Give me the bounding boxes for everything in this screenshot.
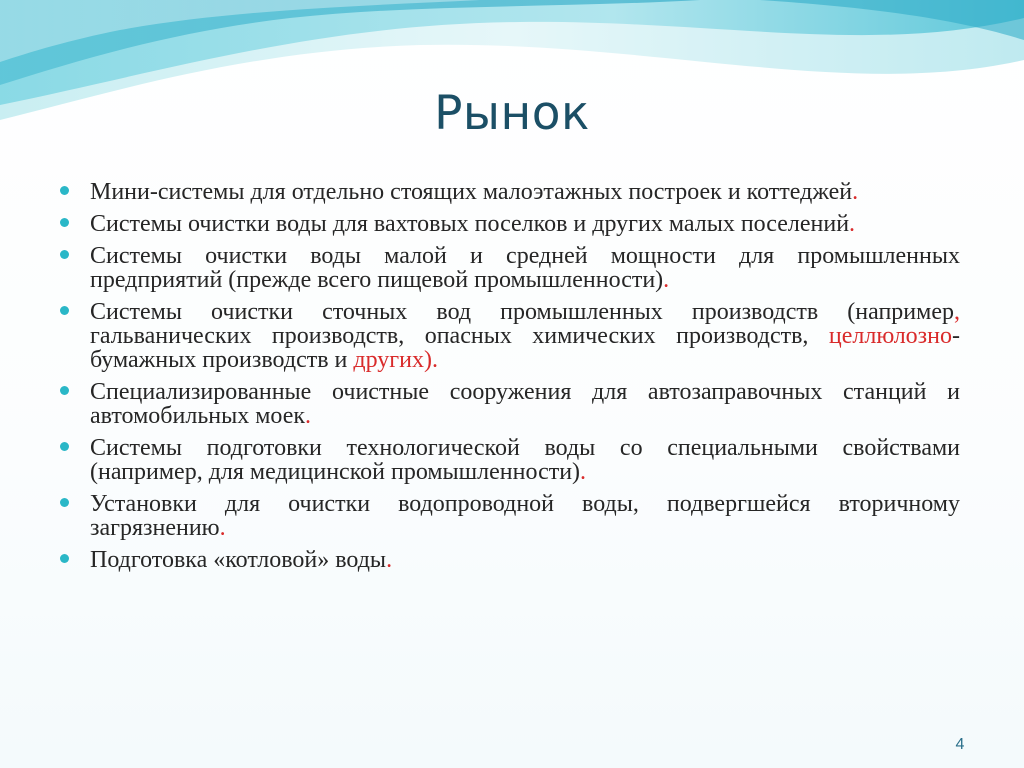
bullet-tap-water — [90, 492, 960, 540]
bullet-mini-systems — [90, 180, 960, 204]
bullet-text-segment: . — [852, 179, 859, 205]
bullet-text-segment: Специализированные очистные сооружения для автозаправочных станций и автомобильных моек — [90, 379, 960, 429]
bullet-text-segment: Системы очистки воды для вахтовых поселков и других малых поселений — [90, 211, 850, 237]
bullet-text-segment: , — [954, 299, 960, 325]
bullet-text-segment: Системы подготовки технологической воды со специальными свойствами (например, для медицинской промышленности) — [90, 435, 960, 485]
bullet-text-segment: . — [386, 547, 393, 573]
bullet-text-segment: . — [219, 515, 226, 541]
bullet-gas-stations — [90, 380, 960, 428]
bullet-dot-icon — [60, 554, 69, 563]
slide-title: Рынок — [434, 86, 590, 141]
page-number: 4 — [955, 736, 965, 753]
bullet-text-segment: других). — [353, 347, 438, 373]
bullet-text-segment: Установки для очистки водопроводной воды, подвергшейся вторичному загрязнению — [90, 491, 960, 541]
bullet-dot-icon — [60, 250, 69, 259]
bullet-list — [90, 180, 960, 580]
bullet-text-segment: . — [580, 459, 587, 485]
bullet-dot-icon — [60, 218, 69, 227]
bullet-process-water — [90, 436, 960, 484]
bullet-text-segment: . — [305, 403, 312, 429]
bullet-text-segment: -бумажных производств и — [90, 323, 960, 373]
bullet-dot-icon — [60, 498, 69, 507]
bullet-dot-icon — [60, 442, 69, 451]
bullet-industrial-wastewater — [90, 300, 960, 372]
bullet-text-segment: Системы очистки воды малой и средней мощности для промышленных предприятий (прежде всего пищевой промышленности) — [90, 243, 960, 293]
bullet-text-segment: . — [663, 267, 670, 293]
bullet-boiler-water — [90, 548, 960, 572]
bullet-dot-icon — [60, 186, 69, 195]
bullet-industrial-enterprises — [90, 244, 960, 292]
bullet-text-segment: Мини-системы для отдельно стоящих малоэтажных построек и коттеджей — [90, 179, 853, 205]
bullet-dot-icon — [60, 386, 69, 395]
bullet-shift-settlements — [90, 212, 960, 236]
bullet-text-segment: Подготовка «котловой» воды — [90, 547, 387, 573]
bullet-dot-icon — [60, 306, 69, 315]
bullet-text-segment: Системы очистки сточных вод промышленных производств (например — [90, 299, 954, 325]
bullet-text-segment: целлюлозно — [828, 323, 952, 349]
bullet-text-segment: гальванических производств, опасных химических производств, — [90, 323, 829, 349]
bullet-text-segment: . — [849, 211, 856, 237]
